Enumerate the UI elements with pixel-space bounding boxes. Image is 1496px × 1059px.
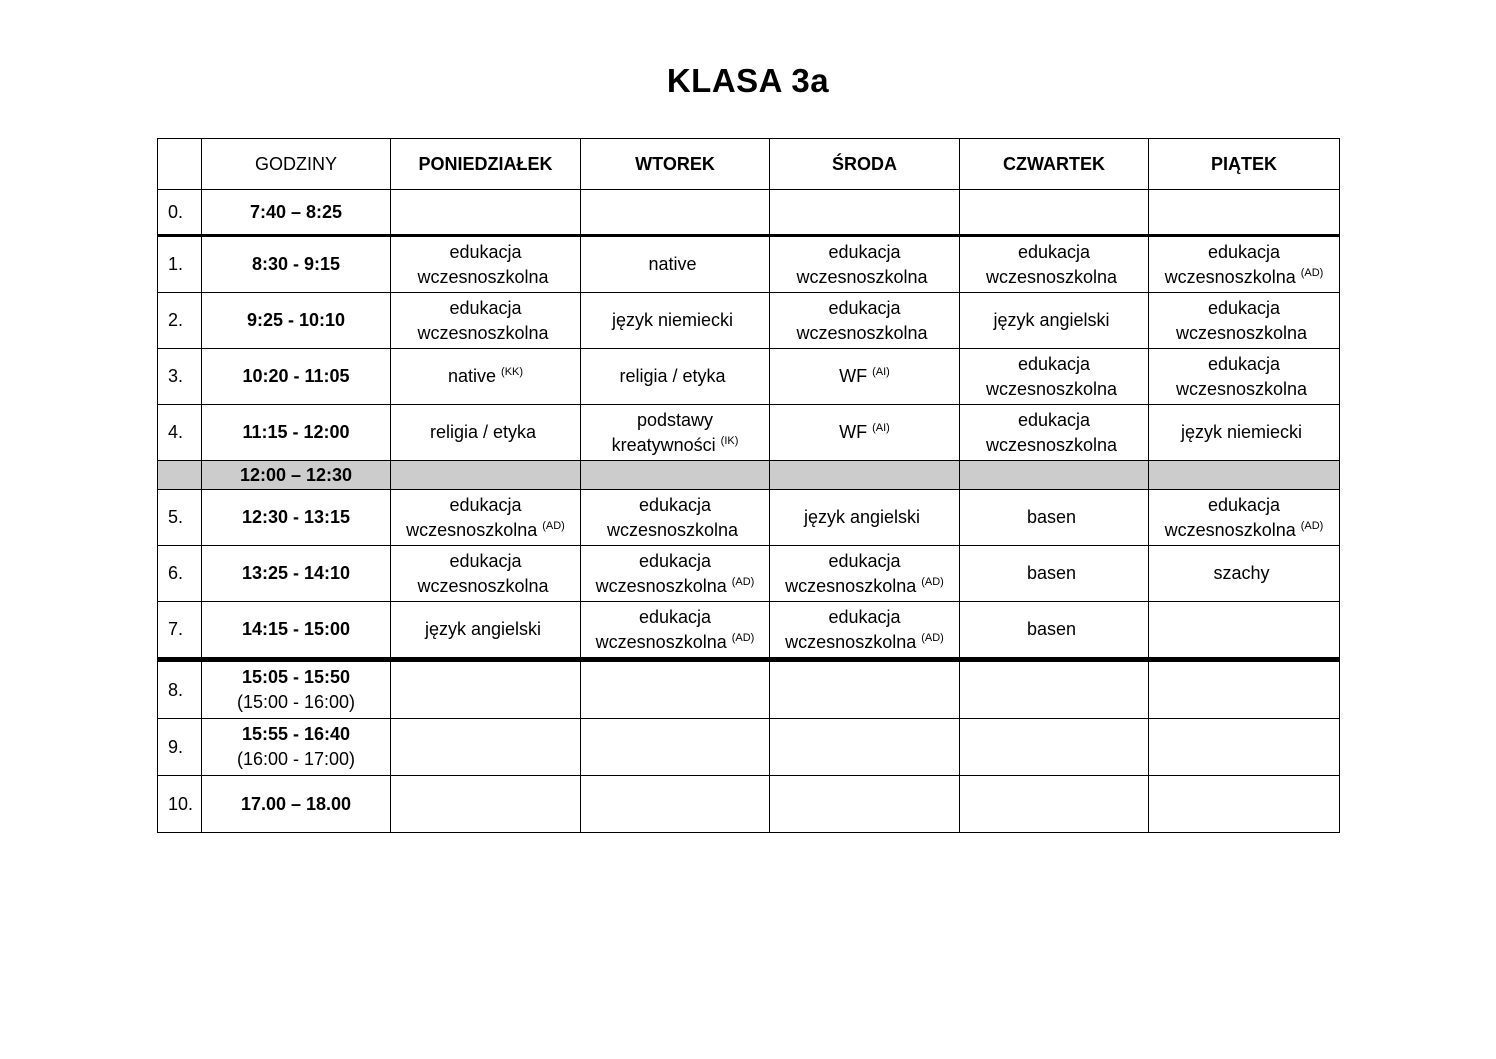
subject-cell-wednesday xyxy=(770,405,960,461)
subject-text xyxy=(672,463,677,488)
subject-cell-thursday xyxy=(960,293,1149,349)
subject-cell-friday xyxy=(1149,461,1340,490)
table-row xyxy=(158,776,1340,833)
lesson-hours-text: 15:55 - 16:40 xyxy=(241,724,351,744)
subject-cell-tuesday xyxy=(581,776,770,833)
subject-cell-tuesday xyxy=(581,461,770,490)
subject-cell-thursday xyxy=(960,490,1149,546)
subject-cell-thursday xyxy=(960,349,1149,405)
table-row xyxy=(158,660,1340,719)
subject-cell-tuesday xyxy=(581,293,770,349)
subject-text xyxy=(425,617,546,642)
subject-cell-wednesday xyxy=(770,190,960,236)
subject-cell-friday xyxy=(1149,602,1340,660)
subject-text xyxy=(585,549,765,599)
subject-cell-thursday xyxy=(960,546,1149,602)
lesson-number-cell: 7. xyxy=(158,602,202,660)
lesson-number-cell: 1. xyxy=(158,236,202,293)
subject-name: WF xyxy=(839,366,868,386)
subject-name: edukacja wczesnoszkolna xyxy=(595,606,727,652)
subject-cell-thursday xyxy=(960,660,1149,719)
schedule-table xyxy=(157,138,1340,833)
lesson-hours-cell xyxy=(202,190,391,236)
lesson-hours-cell xyxy=(202,546,391,602)
subject-text xyxy=(619,364,730,389)
subject-name: edukacja wczesnoszkolna xyxy=(796,297,928,343)
subject-cell-friday xyxy=(1149,546,1340,602)
subject-text xyxy=(1154,296,1334,346)
subject-cell-tuesday xyxy=(581,490,770,546)
teacher-initials: (AD) xyxy=(1300,519,1324,532)
table-row xyxy=(158,293,1340,349)
subject-text xyxy=(1241,617,1246,642)
subject-cell-monday xyxy=(391,490,581,546)
subject-name: język niemiecki xyxy=(1180,422,1303,442)
subject-cell-friday xyxy=(1149,349,1340,405)
lesson-number-cell: 10. xyxy=(158,776,202,833)
subject-name: native xyxy=(648,254,697,274)
subject-name: edukacja wczesnoszkolna xyxy=(1164,494,1296,540)
table-row xyxy=(158,546,1340,602)
subject-text xyxy=(1241,735,1246,760)
subject-cell-friday xyxy=(1149,490,1340,546)
subject-text xyxy=(396,240,576,290)
subject-cell-monday xyxy=(391,546,581,602)
subject-text xyxy=(1051,463,1056,488)
subject-cell-tuesday xyxy=(581,719,770,776)
subject-text xyxy=(483,792,488,817)
lesson-hours-text: 15:05 - 15:50 xyxy=(241,667,351,687)
subject-text xyxy=(1213,561,1274,586)
subject-text xyxy=(804,505,925,530)
lesson-hours-cell xyxy=(202,660,391,719)
subject-cell-wednesday xyxy=(770,236,960,293)
table-row xyxy=(158,405,1340,461)
teacher-initials: (AD) xyxy=(542,519,565,532)
lesson-number-cell: 8. xyxy=(158,660,202,719)
subject-text xyxy=(862,792,867,817)
teacher-initials: (AD) xyxy=(921,575,944,588)
teacher-initials: (AI) xyxy=(872,422,890,434)
subject-text xyxy=(396,296,576,346)
teacher-initials: (IK) xyxy=(720,434,739,447)
lesson-hours-alt-text: (16:00 - 17:00) xyxy=(236,749,356,769)
subject-name: edukacja wczesnoszkolna xyxy=(785,606,917,652)
page-title: KLASA 3a xyxy=(666,62,830,99)
subject-text xyxy=(672,200,677,225)
subject-text xyxy=(1154,352,1334,402)
lesson-hours-cell xyxy=(202,719,391,776)
subject-name: basen xyxy=(1026,507,1077,527)
header-cell-thursday: CZWARTEK xyxy=(960,139,1149,190)
subject-text xyxy=(964,240,1144,290)
subject-name: edukacja wczesnoszkolna xyxy=(785,550,917,596)
lesson-number-cell xyxy=(158,461,202,490)
lesson-hours-text: 10:20 - 11:05 xyxy=(242,366,350,386)
subject-name: edukacja wczesnoszkolna xyxy=(595,550,727,596)
lesson-hours-cell xyxy=(202,236,391,293)
subject-cell-tuesday xyxy=(581,405,770,461)
subject-text xyxy=(672,678,677,703)
subject-name: religia / etyka xyxy=(429,422,537,442)
subject-name: basen xyxy=(1026,563,1077,583)
teacher-initials: (AI) xyxy=(872,366,890,378)
header-cell-hours: GODZINY xyxy=(202,139,391,190)
lesson-hours-alt-text: (15:00 - 16:00) xyxy=(236,692,356,712)
lesson-hours-text: 12:30 - 13:15 xyxy=(241,507,351,527)
subject-text xyxy=(483,200,488,225)
subject-name: native xyxy=(447,366,497,386)
subject-name: język angielski xyxy=(424,619,542,639)
subject-name: edukacja wczesnoszkolna xyxy=(1164,241,1296,287)
subject-text xyxy=(396,549,576,599)
subject-text xyxy=(964,408,1144,458)
subject-name: religia / etyka xyxy=(619,366,726,386)
subject-text xyxy=(1051,792,1056,817)
subject-text xyxy=(1154,493,1334,543)
subject-text xyxy=(1181,420,1307,445)
subject-cell-monday xyxy=(391,660,581,719)
teacher-initials: (KK) xyxy=(501,366,524,378)
lesson-hours-text: 17.00 – 18.00 xyxy=(240,793,352,814)
subject-name: język angielski xyxy=(993,310,1110,330)
subject-name: edukacja wczesnoszkolna xyxy=(1175,353,1308,399)
subject-cell-monday xyxy=(391,190,581,236)
subject-cell-thursday xyxy=(960,190,1149,236)
header-row xyxy=(158,139,1340,190)
subject-cell-tuesday xyxy=(581,602,770,660)
table-row xyxy=(158,190,1340,236)
subject-text xyxy=(1241,678,1246,703)
subject-text xyxy=(862,678,867,703)
table-row xyxy=(158,719,1340,776)
subject-text xyxy=(483,735,488,760)
subject-text xyxy=(1051,200,1056,225)
subject-text xyxy=(775,240,955,290)
subject-text xyxy=(483,463,488,488)
subject-cell-monday xyxy=(391,776,581,833)
subject-text xyxy=(1027,561,1081,586)
subject-name: edukacja wczesnoszkolna xyxy=(796,241,928,287)
subject-name: podstawy kreatywności xyxy=(611,409,716,455)
subject-cell-friday xyxy=(1149,190,1340,236)
subject-cell-thursday xyxy=(960,719,1149,776)
header-cell-monday: PONIEDZIAŁEK xyxy=(391,139,581,190)
lesson-hours-text: 7:40 – 8:25 xyxy=(249,201,343,222)
subject-cell-tuesday xyxy=(581,190,770,236)
subject-cell-wednesday xyxy=(770,293,960,349)
subject-text xyxy=(862,200,867,225)
subject-name: basen xyxy=(1026,619,1077,639)
subject-cell-wednesday xyxy=(770,660,960,719)
subject-name: edukacja wczesnoszkolna xyxy=(985,353,1118,399)
subject-text xyxy=(483,678,488,703)
subject-text xyxy=(672,735,677,760)
subject-name: edukacja wczesnoszkolna xyxy=(606,494,739,540)
subject-name: edukacja wczesnoszkolna xyxy=(985,241,1118,287)
subject-cell-monday xyxy=(391,236,581,293)
subject-text xyxy=(993,308,1114,333)
subject-cell-monday xyxy=(391,293,581,349)
teacher-initials: (AD) xyxy=(731,575,755,588)
subject-text xyxy=(839,420,890,445)
subject-cell-monday xyxy=(391,405,581,461)
subject-cell-thursday xyxy=(960,461,1149,490)
subject-text xyxy=(430,420,541,445)
lesson-number-cell: 4. xyxy=(158,405,202,461)
subject-cell-wednesday xyxy=(770,719,960,776)
table-row xyxy=(158,236,1340,293)
subject-text xyxy=(775,296,955,346)
subject-text xyxy=(612,308,738,333)
subject-cell-thursday xyxy=(960,236,1149,293)
subject-text xyxy=(1241,463,1246,488)
lesson-hours-cell xyxy=(202,405,391,461)
lesson-hours-text: 14:15 - 15:00 xyxy=(241,619,351,639)
subject-text xyxy=(1241,792,1246,817)
teacher-initials: (AD) xyxy=(921,631,944,644)
subject-cell-tuesday xyxy=(581,349,770,405)
lesson-hours-cell xyxy=(202,602,391,660)
lesson-hours-cell xyxy=(202,776,391,833)
subject-cell-monday xyxy=(391,602,581,660)
header-cell-friday: PIĄTEK xyxy=(1149,139,1340,190)
subject-text xyxy=(448,364,523,389)
table-row xyxy=(158,349,1340,405)
subject-cell-thursday xyxy=(960,776,1149,833)
lesson-number-cell: 0. xyxy=(158,190,202,236)
subject-text xyxy=(1027,617,1081,642)
subject-text xyxy=(585,408,765,458)
header-cell-wednesday: ŚRODA xyxy=(770,139,960,190)
subject-text xyxy=(1241,200,1246,225)
subject-cell-monday xyxy=(391,719,581,776)
subject-cell-wednesday xyxy=(770,602,960,660)
subject-cell-monday xyxy=(391,461,581,490)
subject-text xyxy=(1154,240,1334,290)
table-row xyxy=(158,490,1340,546)
subject-text xyxy=(839,364,890,389)
header-cell-number xyxy=(158,139,202,190)
subject-text xyxy=(862,735,867,760)
lesson-hours-cell xyxy=(202,349,391,405)
lesson-hours-cell xyxy=(202,293,391,349)
subject-name: język angielski xyxy=(803,507,921,527)
lesson-number-cell: 5. xyxy=(158,490,202,546)
subject-text xyxy=(862,463,867,488)
table-row xyxy=(158,602,1340,660)
lesson-number-cell: 2. xyxy=(158,293,202,349)
subject-name: edukacja wczesnoszkolna xyxy=(417,297,549,343)
lesson-number-cell: 3. xyxy=(158,349,202,405)
lesson-hours-text: 12:00 – 12:30 xyxy=(239,464,353,485)
subject-name: edukacja wczesnoszkolna xyxy=(1175,297,1308,343)
lesson-hours-cell xyxy=(202,490,391,546)
teacher-initials: (AD) xyxy=(731,631,755,644)
subject-name: edukacja wczesnoszkolna xyxy=(417,241,549,287)
subject-name: język niemiecki xyxy=(611,310,734,330)
subject-cell-wednesday xyxy=(770,546,960,602)
subject-cell-friday xyxy=(1149,719,1340,776)
subject-cell-friday xyxy=(1149,293,1340,349)
subject-cell-wednesday xyxy=(770,490,960,546)
subject-text xyxy=(775,605,955,655)
subject-text xyxy=(775,549,955,599)
subject-cell-tuesday xyxy=(581,660,770,719)
subject-cell-thursday xyxy=(960,405,1149,461)
subject-text xyxy=(1051,735,1056,760)
subject-text xyxy=(1051,678,1056,703)
subject-name: edukacja wczesnoszkolna xyxy=(985,409,1118,455)
subject-cell-wednesday xyxy=(770,349,960,405)
lesson-number-cell: 9. xyxy=(158,719,202,776)
lesson-number-cell: 6. xyxy=(158,546,202,602)
lesson-hours-cell xyxy=(202,461,391,490)
subject-cell-tuesday xyxy=(581,236,770,293)
subject-name: szachy xyxy=(1213,563,1270,583)
lesson-hours-text: 8:30 - 9:15 xyxy=(251,254,341,274)
subject-cell-friday xyxy=(1149,405,1340,461)
lesson-hours-text: 9:25 - 10:10 xyxy=(246,310,346,330)
subject-text xyxy=(585,493,765,543)
subject-text xyxy=(585,605,765,655)
subject-cell-friday xyxy=(1149,236,1340,293)
break-row xyxy=(158,461,1340,490)
subject-name: edukacja wczesnoszkolna xyxy=(417,550,549,596)
subject-text xyxy=(648,252,701,277)
subject-name: WF xyxy=(839,422,868,442)
lesson-hours-text: 11:15 - 12:00 xyxy=(242,422,350,442)
subject-cell-friday xyxy=(1149,660,1340,719)
subject-text xyxy=(396,493,576,543)
header-cell-tuesday: WTOREK xyxy=(581,139,770,190)
subject-cell-tuesday xyxy=(581,546,770,602)
subject-name: edukacja wczesnoszkolna xyxy=(406,494,538,540)
subject-text xyxy=(964,352,1144,402)
subject-cell-friday xyxy=(1149,776,1340,833)
lesson-hours-text: 13:25 - 14:10 xyxy=(241,563,351,583)
teacher-initials: (AD) xyxy=(1300,266,1324,279)
subject-cell-wednesday xyxy=(770,461,960,490)
subject-cell-thursday xyxy=(960,602,1149,660)
subject-text xyxy=(1027,505,1081,530)
subject-cell-monday xyxy=(391,349,581,405)
subject-cell-wednesday xyxy=(770,776,960,833)
subject-text xyxy=(672,792,677,817)
